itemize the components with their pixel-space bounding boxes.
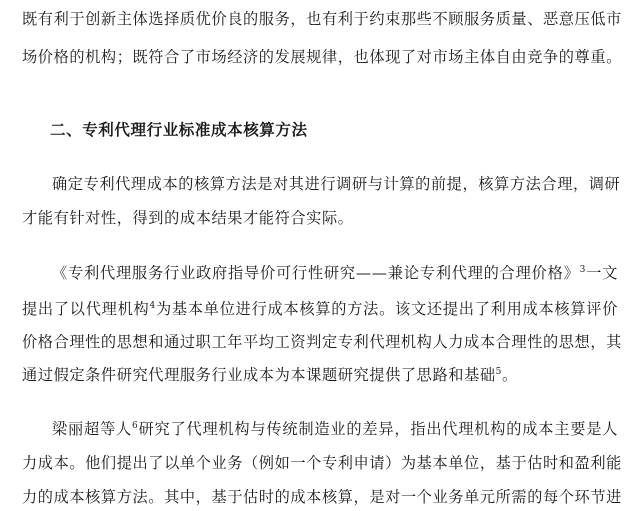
paragraph-2-line-1-tail: 一文 [586,264,618,282]
footnote-ref-4: 4 [149,300,156,311]
paragraph-2-line-1-text: 《专利代理服务行业政府指导价可行性研究——兼论专利代理的合理价格》 [52,264,580,282]
paragraph-2-line-2-tail: 为基本单位进行成本核算的方法。该文还提出了利用成本核算评价 [155,300,618,318]
paragraph-2-line-1 [52,262,618,284]
paragraph-2-line-2 [22,298,618,320]
paragraph-3-line-3: 力的成本核算方法。其中，基于估时的成本核算，是对一个业务单元所需的每个环节进 [22,488,622,506]
paragraph-3-line-2: 力成本。他们提出了以单个业务（例如一个专利申请）为基本单位，基于估时和盈利能 [22,454,622,472]
paragraph-1-line-2: 才能有针对性，得到的成本结果才能符合实际。 [22,209,354,227]
paragraph-3-line-1-tail: 研究了代理机构与传统制造业的差异，指出代理机构的成本主要是人 [138,420,618,438]
paragraph-3-line-1 [52,418,618,440]
paragraph-0-line-1: 既有利于创新主体选择质优价良的服务，也有利于约束那些不顾服务质量、恶意压低市 [22,10,622,28]
paragraph-2-line-4-tail: 。 [501,366,518,384]
paragraph-2-line-4-text: 通过假定条件研究代理服务行业成本为本课题研究提供了思路和基础 [22,366,496,384]
footnote-ref-3: 3 [579,264,586,275]
paragraph-2-line-2-text: 提出了以代理机构 [22,300,150,318]
paragraph-3-line-1-text: 梁丽超等人 [52,420,132,438]
paragraph-2-line-4 [22,364,618,386]
section-heading: 二、专利代理行业标准成本核算方法 [50,121,308,139]
paragraph-1-line-1: 确定专利代理成本的核算方法是对其进行调研与计算的前提，核算方法合理，调研 [52,175,621,193]
footnote-ref-5: 5 [495,366,502,377]
paragraph-0-line-2: 场价格的机构；既符合了市场经济的发展规律，也体现了对市场主体自由竞争的尊重。 [22,48,622,66]
paragraph-2-line-3: 价格合理性的思想和通过职工年平均工资判定专利代理机构人力成本合理性的思想，其 [22,333,622,351]
footnote-ref-6: 6 [131,420,139,431]
